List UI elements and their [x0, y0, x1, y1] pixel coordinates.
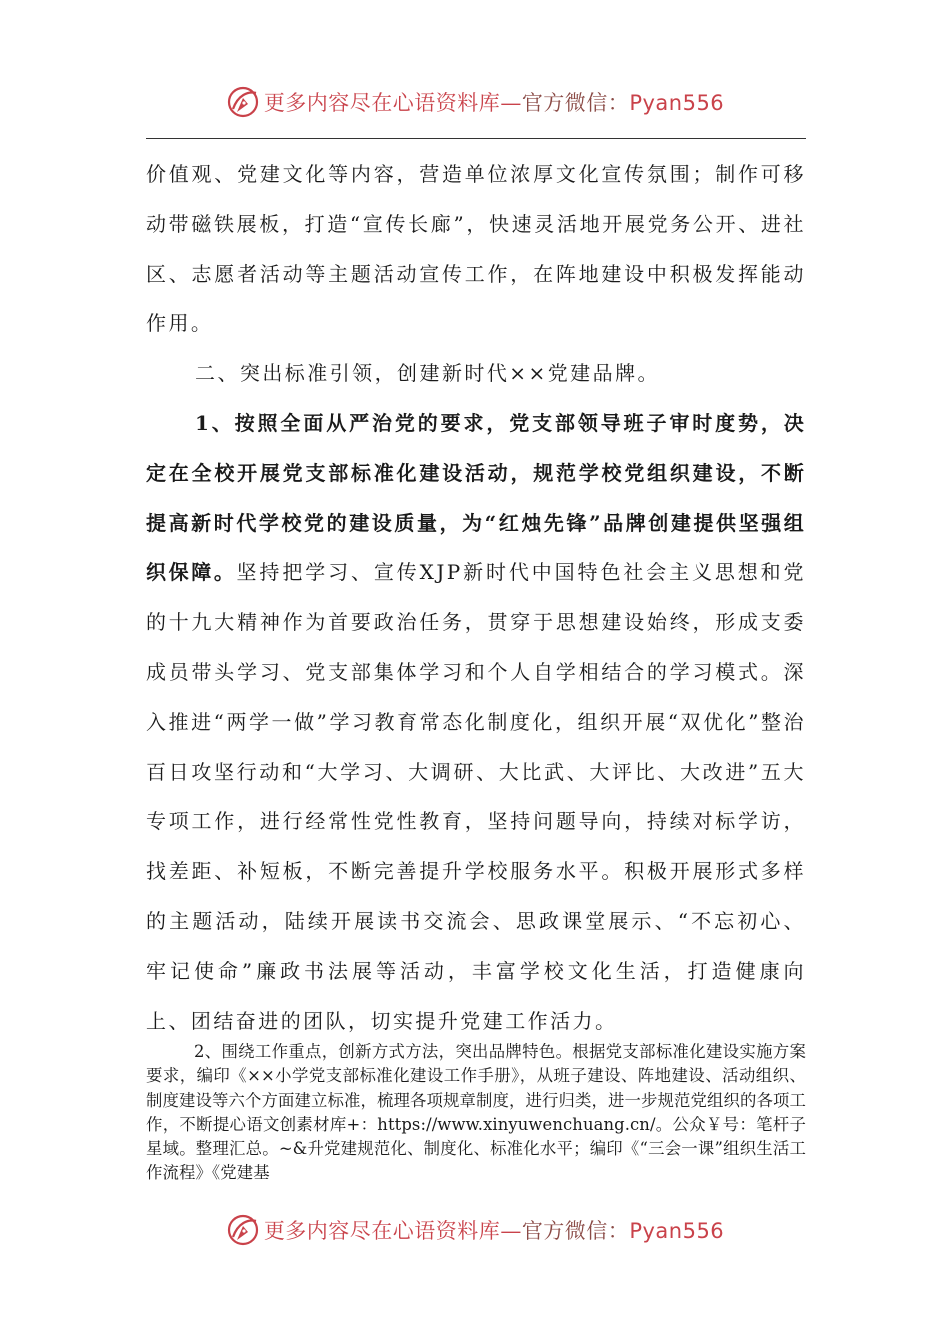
footer-banner: [0, 1210, 950, 1250]
document-body: [146, 150, 806, 1046]
paragraph-1: 价值观、党建文化等内容，营造单位浓厚文化宣传氛围；制作可移动带磁铁展板，打造“宣传长廊”，快速灵活地开展党务公开、进社区、志愿者活动等主题活动宣传工作，在阵地建设中积极发挥能动作用。: [146, 162, 806, 336]
paragraph-3-body: 坚持把学习、宣传XJP新时代中国特色社会主义思想和党的十九大精神作为首要政治任务，贯穿于思想建设始终，形成支委成员带头学习、党支部集体学习和个人自学相结合的学习模式。深入推进“两学一做”学习教育常态化制度化，组织开展“双优化”整治百日攻坚行动和“大学习、大调研、大比武、大评比、大改进”五大专项工作，进行经常性党性教育，坚持问题导向，持续对标学访，找差距、补短板，不断完善提升学校服务水平。积极开展形式多样的主题活动，陆续开展读书交流会、思政课堂展示、“不忘初心、牢记使命”廉政书法展等活动，丰富学校文化生活，打造健康向上、团结奋进的团队，切实提升党建工作活力。: [146, 560, 806, 1033]
header-divider: [146, 138, 806, 139]
section-heading-2: 二、突出标准引领，创建新时代××党建品牌。: [195, 361, 660, 386]
paragraph-3-bold-lead: 1、按照全面从严治党的要求，党支部领导班子审时度势，决定在全校开展党支部标准化建设活动，规范学校党组织建设，不断提高新时代学校党的建设质量，为“红烛先锋”品牌创建提供坚强组织保障。: [146, 410, 806, 585]
footer-banner-text: 更多内容尽在心语资料库—官方微信：Pyan556: [263, 1219, 725, 1243]
pen-nib-logo-icon: [226, 1213, 260, 1247]
header-banner: [0, 82, 950, 122]
pen-nib-logo-icon: [226, 85, 260, 119]
paragraph-3: [146, 399, 806, 1046]
paragraph-4: 2、围绕工作重点，创新方式方法，突出品牌特色。根据党支部标准化建设实施方案要求，编印《××小学党支部标准化建设工作手册》，从班子建设、阵地建设、活动组织、制度建设等六个方面建立标准，梳理各项规章制度，进行归类，进一步规范党组织的各项工作，不断提心语文创素材库+：https://www.xinyuwenchuang.cn/。公众￥号：笔杆子星域。整理汇总。~&升党建规范化、制度化、标准化水平；编印《“三会一课”组织生活工作流程》《党建基: [146, 1042, 806, 1183]
header-banner-text: 更多内容尽在心语资料库—官方微信：Pyan556: [263, 91, 725, 115]
